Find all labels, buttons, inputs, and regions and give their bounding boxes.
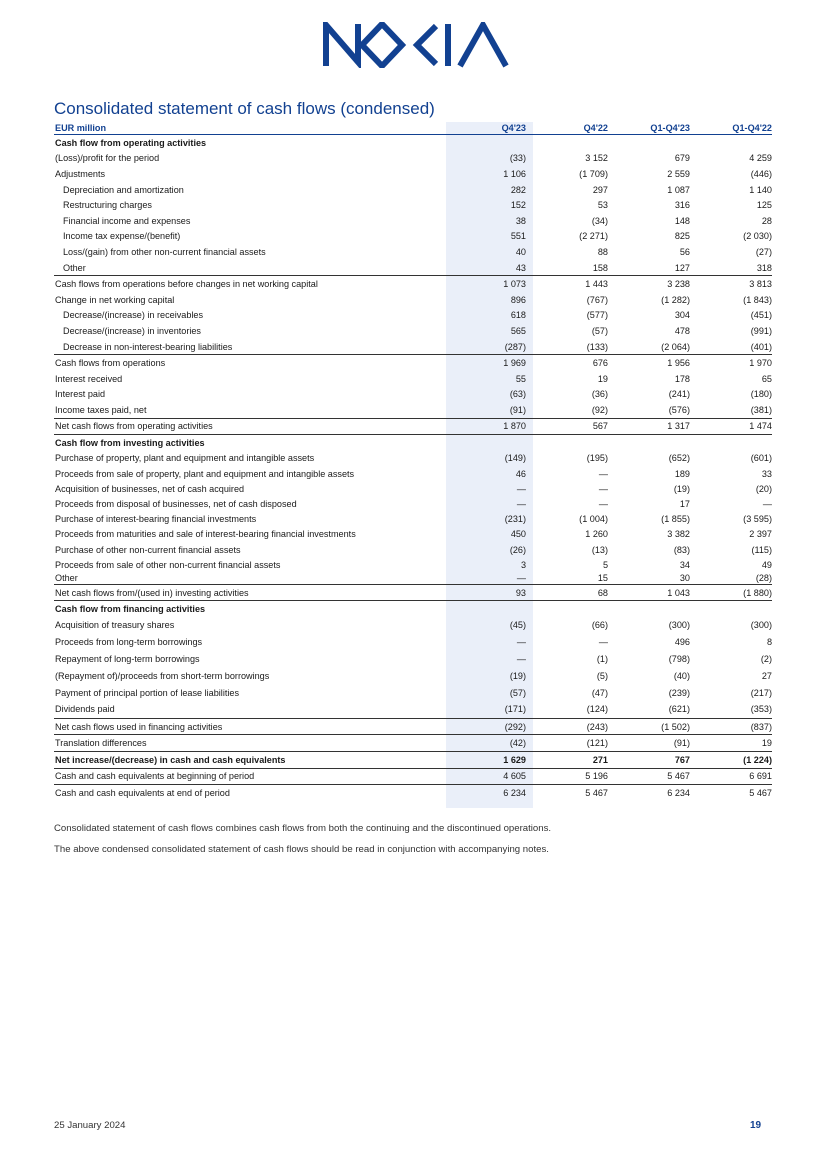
row-value: 1 073 (503, 279, 526, 290)
row-value: 46 (515, 468, 526, 479)
footer-date: 25 January 2024 (54, 1120, 126, 1131)
row-value: 88 (597, 246, 608, 257)
table-row (54, 244, 772, 260)
table-row (54, 197, 772, 213)
table-row (54, 600, 772, 617)
row-value: (149) (504, 453, 526, 464)
row-value: 2 397 (749, 529, 772, 540)
row-value: 896 (510, 294, 526, 305)
table-row (54, 135, 772, 151)
row-label: Net cash flows used in financing activities (55, 721, 223, 732)
table-row (54, 387, 772, 403)
row-value: (2) (760, 654, 772, 665)
row-value: 33 (761, 468, 772, 479)
row-label: Purchase of property, plant and equipment and intangible assets (55, 453, 315, 464)
row-value: 618 (510, 310, 526, 321)
row-value: (115) (751, 544, 772, 555)
row-value: 1 140 (749, 184, 772, 195)
row-value: — (516, 499, 526, 510)
row-value: (1 224) (743, 754, 772, 765)
table-row (54, 617, 772, 634)
page-number: 19 (750, 1120, 762, 1131)
footnote: The above condensed consolidated statement of cash flows should be read in conjunction with accompanying notes. (54, 844, 549, 855)
row-value: (621) (668, 704, 690, 715)
row-value: 1 260 (585, 529, 608, 540)
row-value: (1 709) (579, 168, 608, 179)
row-value: 93 (515, 587, 526, 598)
row-label: Payment of principal portion of lease liabilities (55, 687, 239, 698)
nokia-logo (322, 22, 512, 68)
row-value: (451) (750, 310, 772, 321)
row-label: Net cash flows from operating activities (55, 421, 213, 432)
row-label: Other (63, 262, 86, 273)
table-header-row (54, 122, 772, 135)
row-value: 49 (761, 559, 772, 570)
table-row (54, 182, 772, 198)
table-row (54, 667, 772, 684)
row-value: (1 843) (743, 294, 772, 305)
footnote: Consolidated statement of cash flows combines cash flows from both the continuing and the discontinued operations. (54, 823, 552, 834)
column-header: Q4'22 (583, 123, 608, 133)
row-value: (401) (750, 341, 772, 352)
row-value: (353) (750, 704, 772, 715)
row-value: 271 (592, 754, 608, 765)
row-value: 1 087 (667, 184, 690, 195)
page-title: Consolidated statement of cash flows (condensed) (54, 99, 435, 118)
row-value: 1 956 (667, 358, 690, 369)
row-value: — (598, 483, 608, 494)
row-value: (57) (591, 325, 608, 336)
table-row (54, 339, 772, 355)
row-label: Cash and cash equivalents at end of period (55, 788, 230, 799)
row-value: (19) (673, 483, 690, 494)
row-value: — (598, 468, 608, 479)
row-value: 65 (761, 373, 772, 384)
row-value: 1 043 (667, 587, 690, 598)
row-value: 567 (592, 421, 608, 432)
table-row (54, 402, 772, 418)
row-value: (13) (591, 544, 608, 555)
row-value: (40) (673, 670, 690, 681)
table-row (54, 634, 772, 651)
row-label: Adjustments (55, 168, 106, 179)
row-label: Change in net working capital (55, 294, 175, 305)
row-value: 2 559 (667, 168, 690, 179)
row-label: Dividends paid (55, 704, 115, 715)
row-value: 30 (679, 573, 690, 584)
row-value: 68 (597, 587, 608, 598)
row-value: 6 691 (749, 771, 772, 782)
row-label: Translation differences (55, 738, 147, 749)
row-value: (217) (750, 687, 772, 698)
row-value: 19 (597, 373, 608, 384)
row-value: 318 (756, 262, 772, 273)
row-value: 56 (679, 246, 690, 257)
row-value: 1 969 (503, 358, 526, 369)
table-row (54, 701, 772, 718)
row-value: (300) (668, 620, 690, 631)
table-row (54, 481, 772, 496)
row-label: Proceeds from maturities and sale of interest-bearing financial investments (55, 529, 356, 540)
row-value: 28 (761, 215, 772, 226)
row-value: 1 474 (749, 421, 772, 432)
row-value: (47) (591, 687, 608, 698)
row-value: 551 (510, 231, 526, 242)
row-value: 43 (515, 262, 526, 273)
row-value: (45) (509, 620, 526, 631)
row-value: (577) (586, 310, 608, 321)
row-value: (92) (591, 404, 608, 415)
row-value: (1 855) (661, 514, 690, 525)
table-row (54, 751, 772, 768)
column-header: Q4'23 (501, 123, 526, 133)
row-value: 8 (766, 637, 772, 648)
row-value: 40 (515, 246, 526, 257)
row-value: 3 238 (667, 279, 690, 290)
row-value: (381) (750, 404, 772, 415)
row-label: Income tax expense/(benefit) (63, 231, 181, 242)
row-value: (91) (509, 404, 526, 415)
row-value: (3 595) (743, 514, 772, 525)
row-value: (1 282) (661, 294, 690, 305)
table-row (54, 354, 772, 371)
row-value: (1) (596, 654, 608, 665)
row-value: (133) (586, 341, 608, 352)
row-value: (2 030) (743, 231, 772, 242)
row-label: (Repayment of)/proceeds from short-term borrowings (55, 670, 270, 681)
row-value: (241) (668, 389, 690, 400)
row-value: (2 064) (661, 341, 690, 352)
row-value: 679 (674, 153, 690, 164)
row-value: 5 (602, 559, 608, 570)
row-value: (243) (586, 721, 608, 732)
row-value: 297 (592, 184, 608, 195)
row-value: 55 (515, 373, 526, 384)
table-row (54, 451, 772, 466)
row-value: 825 (674, 231, 690, 242)
row-value: (601) (750, 453, 772, 464)
table-row (54, 166, 772, 182)
row-label: Income taxes paid, net (55, 404, 147, 415)
row-label: Decrease in non-interest-bearing liabilities (63, 341, 233, 352)
row-value: — (598, 637, 608, 648)
row-label: Interest paid (55, 389, 106, 400)
row-value: — (516, 637, 526, 648)
row-label: Proceeds from disposal of businesses, net of cash disposed (55, 499, 297, 510)
row-value: 478 (674, 325, 690, 336)
row-value: 19 (761, 738, 772, 749)
row-value: (300) (750, 620, 772, 631)
column-header: Q1-Q4'23 (650, 123, 690, 133)
row-value: (287) (504, 341, 526, 352)
row-value: 189 (674, 468, 690, 479)
row-value: (19) (509, 670, 526, 681)
table-row (54, 527, 772, 542)
row-value: 450 (510, 529, 526, 540)
row-label: Proceeds from sale of other non-current financial assets (55, 559, 281, 570)
row-label: Net increase/(decrease) in cash and cash equivalents (55, 754, 286, 765)
row-value: 3 152 (585, 153, 608, 164)
row-label: Depreciation and amortization (63, 184, 184, 195)
row-value: — (598, 499, 608, 510)
row-value: (837) (750, 721, 772, 732)
row-value: (66) (591, 620, 608, 631)
row-label: Purchase of other non-current financial assets (55, 544, 241, 555)
row-label: Decrease/(increase) in inventories (63, 325, 201, 336)
table-row (54, 418, 772, 435)
table-row (54, 323, 772, 339)
row-value: (798) (668, 654, 690, 665)
unit-header: EUR million (55, 123, 107, 133)
row-label: Restructuring charges (63, 200, 152, 211)
row-value: 4 259 (749, 153, 772, 164)
table-row (54, 229, 772, 245)
row-value: 17 (679, 499, 690, 510)
row-value: 148 (674, 215, 690, 226)
row-value: (239) (668, 687, 690, 698)
row-value: 5 196 (585, 771, 608, 782)
row-label: Proceeds from long-term borrowings (55, 637, 203, 648)
table-row (54, 151, 772, 167)
row-label: Cash flow from operating activities (55, 137, 207, 148)
row-value: (180) (750, 389, 772, 400)
row-value: 27 (761, 670, 772, 681)
row-value: 38 (515, 215, 526, 226)
row-value: (195) (586, 453, 608, 464)
row-value: (91) (673, 738, 690, 749)
row-value: 767 (674, 754, 690, 765)
table-row (54, 512, 772, 527)
row-value: 158 (592, 262, 608, 273)
row-label: Other (55, 573, 78, 584)
row-value: 3 (520, 559, 526, 570)
row-value: (767) (586, 294, 608, 305)
row-value: (231) (504, 514, 526, 525)
row-value: 3 813 (749, 279, 772, 290)
row-label: Cash flow from investing activities (55, 438, 205, 449)
row-label: Financial income and expenses (63, 215, 191, 226)
row-label: Loss/(gain) from other non-current financial assets (63, 246, 266, 257)
table-row (54, 784, 772, 801)
row-value: 1 317 (667, 421, 690, 432)
row-label: Cash flows from operations before changes in net working capital (55, 279, 318, 290)
table-row (54, 213, 772, 229)
row-label: Proceeds from sale of property, plant and equipment and intangible assets (55, 468, 355, 479)
row-value: 6 234 (667, 788, 690, 799)
row-value: (576) (668, 404, 690, 415)
cash-flow-table (54, 122, 772, 801)
row-value: (121) (586, 738, 608, 749)
row-value: — (762, 499, 772, 510)
row-value: (124) (586, 704, 608, 715)
row-value: (83) (673, 544, 690, 555)
table-row (54, 292, 772, 308)
row-value: 4 605 (503, 771, 526, 782)
row-value: 1 629 (503, 754, 526, 765)
row-value: 6 234 (503, 788, 526, 799)
row-value: 34 (679, 559, 690, 570)
row-value: — (516, 483, 526, 494)
row-value: (63) (509, 389, 526, 400)
row-value: (171) (504, 704, 526, 715)
table-row (54, 572, 772, 584)
row-value: 1 970 (749, 358, 772, 369)
row-value: (446) (750, 168, 772, 179)
row-value: 152 (510, 200, 526, 211)
row-value: (5) (596, 670, 608, 681)
table-row (54, 684, 772, 701)
table-row (54, 557, 772, 572)
row-value: 304 (674, 310, 690, 321)
row-value: (20) (755, 483, 772, 494)
row-value: (34) (591, 215, 608, 226)
table-row (54, 718, 772, 735)
table-body (54, 135, 772, 801)
row-value: 178 (674, 373, 690, 384)
table-row (54, 734, 772, 751)
row-label: Acquisition of businesses, net of cash acquired (55, 483, 245, 494)
row-label: Cash and cash equivalents at beginning of period (55, 771, 255, 782)
row-value: 1 106 (503, 168, 526, 179)
row-label: Purchase of interest-bearing financial investments (55, 514, 257, 525)
row-value: 53 (597, 200, 608, 211)
table-row (54, 371, 772, 387)
row-label: Cash flow from financing activities (55, 604, 206, 615)
table-row (54, 434, 772, 451)
row-value: (36) (591, 389, 608, 400)
row-value: (27) (755, 246, 772, 257)
row-value: 676 (592, 358, 608, 369)
row-label: (Loss)/profit for the period (55, 153, 160, 164)
row-value: (991) (750, 325, 772, 336)
row-value: — (516, 573, 526, 584)
row-value: 5 467 (667, 771, 690, 782)
row-value: (292) (504, 721, 526, 732)
table-row (54, 496, 772, 511)
row-value: 282 (510, 184, 526, 195)
row-value: 5 467 (585, 788, 608, 799)
row-label: Net cash flows from/(used in) investing activities (55, 587, 249, 598)
row-label: Repayment of long-term borrowings (55, 654, 200, 665)
row-value: (652) (668, 453, 690, 464)
table-row (54, 584, 772, 601)
row-value: (42) (509, 738, 526, 749)
row-value: 5 467 (749, 788, 772, 799)
row-label: Cash flows from operations (55, 358, 166, 369)
row-value: 15 (597, 573, 608, 584)
row-value: 125 (756, 200, 772, 211)
row-value: 316 (674, 200, 690, 211)
column-header: Q1-Q4'22 (732, 123, 772, 133)
row-value: 1 443 (585, 279, 608, 290)
table-row (54, 768, 772, 785)
table-row (54, 308, 772, 324)
row-value: (33) (509, 153, 526, 164)
row-label: Acquisition of treasury shares (55, 620, 175, 631)
row-value: (28) (755, 573, 772, 584)
row-value: (1 004) (579, 514, 608, 525)
table-row (54, 542, 772, 557)
table-row (54, 275, 772, 292)
table-row (54, 466, 772, 481)
row-value: (2 271) (579, 231, 608, 242)
table-row (54, 260, 772, 276)
row-value: 127 (674, 262, 690, 273)
row-label: Decrease/(increase) in receivables (63, 310, 204, 321)
row-value: 496 (674, 637, 690, 648)
table-row (54, 651, 772, 668)
row-value: 565 (510, 325, 526, 336)
row-label: Interest received (55, 373, 123, 384)
row-value: 1 870 (503, 421, 526, 432)
row-value: (26) (509, 544, 526, 555)
row-value: (1 502) (661, 721, 690, 732)
row-value: (57) (509, 687, 526, 698)
row-value: (1 880) (743, 587, 772, 598)
row-value: — (516, 654, 526, 665)
row-value: 3 382 (667, 529, 690, 540)
